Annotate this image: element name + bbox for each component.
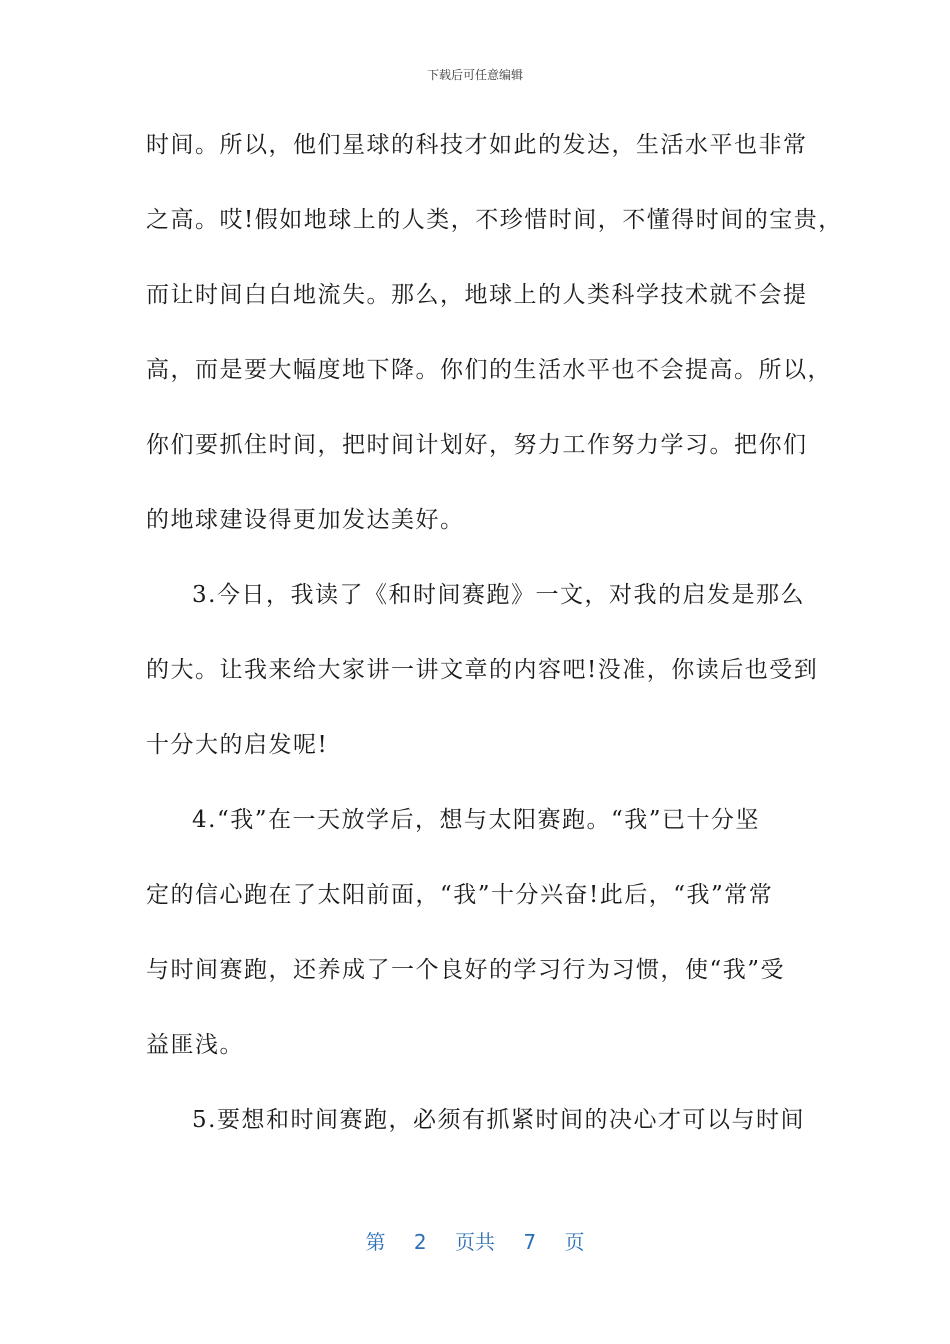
footer-middle: 页共 xyxy=(455,1230,495,1254)
document-body xyxy=(146,124,843,1174)
current-page-number: 2 xyxy=(413,1230,427,1254)
paragraph-5-start: 5.要想和时间赛跑，必须有抓紧时间的决心才可以与时间 xyxy=(192,1107,805,1133)
text-line: 而让时间白白地流失。那么，地球上的人类科学技术就不会提 xyxy=(146,282,808,308)
text-line: 益匪浅。 xyxy=(146,1032,244,1058)
download-note: 下载后可任意编辑 xyxy=(426,68,523,82)
total-page-count: 7 xyxy=(523,1230,537,1254)
text-line: 与时间赛跑，还养成了一个良好的学习行为习惯，使“我”受 xyxy=(146,957,786,983)
page-number-footer xyxy=(0,1226,950,1255)
text-line: 的大。让我来给大家讲一讲文章的内容吧!没准，你读后也受到 xyxy=(146,657,819,683)
text-line: 定的信心跑在了太阳前面，“我”十分兴奋!此后，“我”常常 xyxy=(146,882,774,908)
footer-suffix: 页 xyxy=(564,1230,585,1254)
paragraph-4-start: 4.“我”在一天放学后，想与太阳赛跑。“我”已十分坚 xyxy=(192,807,760,833)
text-line: 你们要抓住时间，把时间计划好，努力工作努力学习。把你们 xyxy=(146,432,808,458)
paragraph-3-start: 3.今日，我读了《和时间赛跑》一文，对我的启发是那么 xyxy=(192,582,805,608)
text-line: 十分大的启发呢! xyxy=(146,732,329,758)
text-line: 之高。哎!假如地球上的人类，不珍惜时间，不懂得时间的宝贵， xyxy=(146,207,843,233)
footer-prefix: 第 xyxy=(365,1230,386,1254)
text-line: 的地球建设得更加发达美好。 xyxy=(146,507,465,533)
text-line: 时间。所以，他们星球的科技才如此的发达，生活水平也非常 xyxy=(146,132,808,158)
text-line: 高，而是要大幅度地下降。你们的生活水平也不会提高。所以， xyxy=(146,357,832,383)
